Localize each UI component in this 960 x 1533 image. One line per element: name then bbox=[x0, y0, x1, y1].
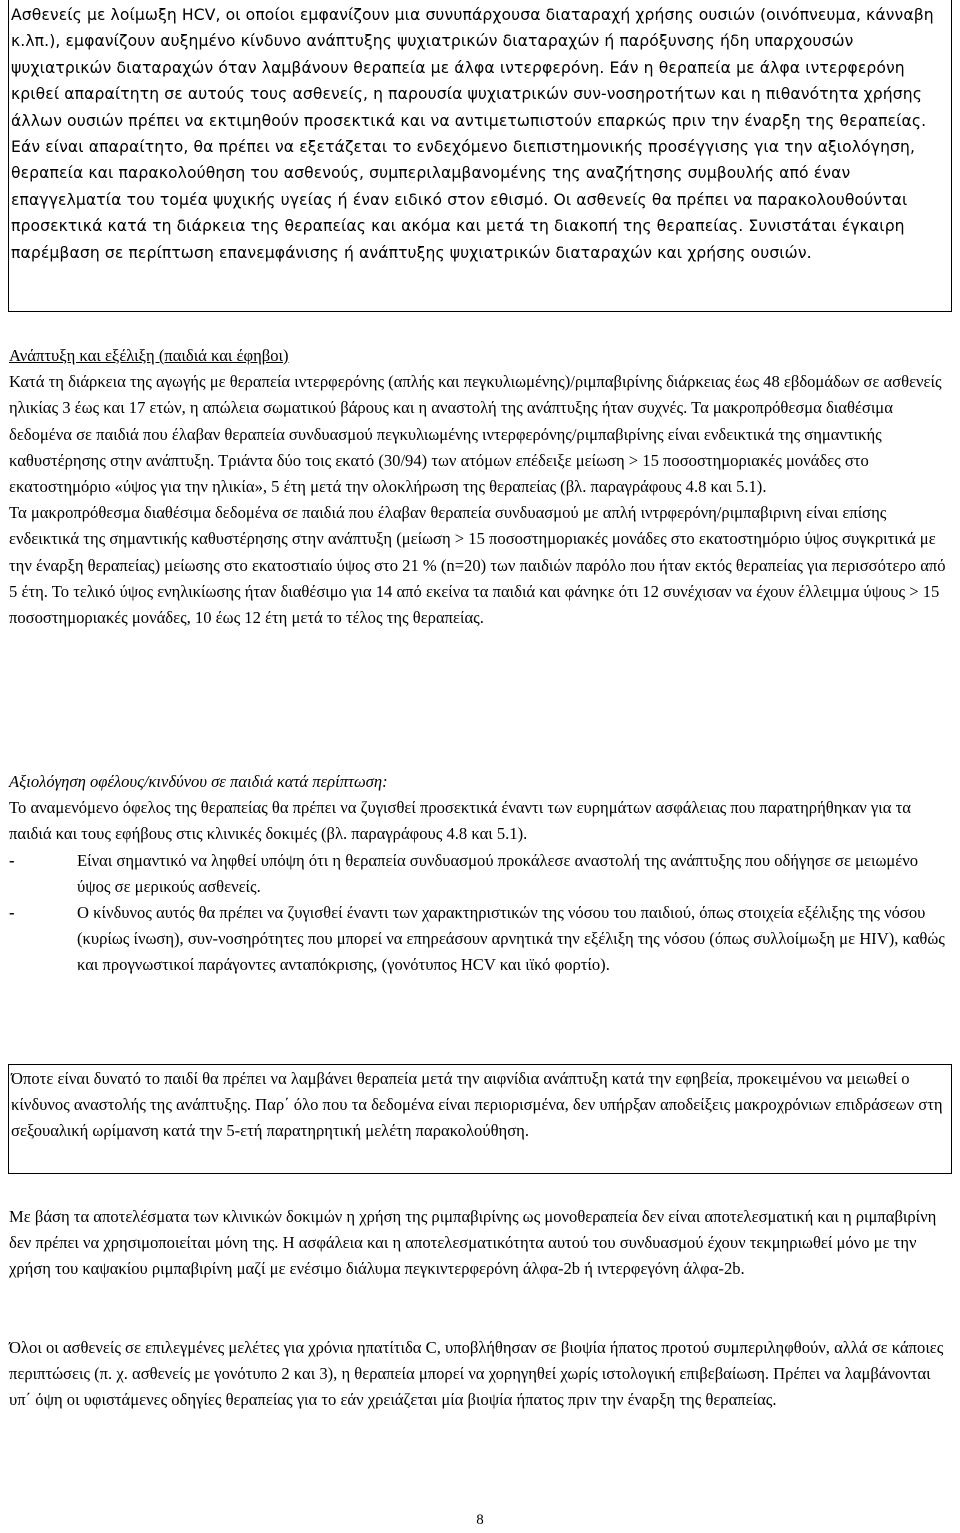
benefit-risk-bullet bbox=[9, 848, 954, 900]
benefit-risk-bullet bbox=[9, 900, 954, 979]
boxed-note-text: Όποτε είναι δυνατό το παιδί θα πρέπει να λαμβάνει θεραπεία μετά την αιφνίδια ανάπτυξη κατά την εφηβεία, προκειμένου να μειωθεί ο κίνδυνος αναστολής της ανάπτυξης. Παρ΄ όλο που τα δεδομένα είναι περιορισμένα, δεν υπήρξαν αποδείξεις μακροχρόνιων επιδράσεων στη σεξουαλική ωρίμανση κατά την 5-ετή παρατηρητική μελέτη παρακολούθηση. bbox=[11, 1069, 943, 1141]
bullet-text: Είναι σημαντικό να ληφθεί υπόψη ότι η θεραπεία συνδυασμού προκάλεσε αναστολή της ανάπτυξης που οδήγησε σε μειωμένο ύψος σε μερικούς ασθενείς. bbox=[77, 850, 919, 896]
biopsy-paragraph-text: Όλοι οι ασθενείς σε επιλεγμένες μελέτες για χρόνια ηπατίτιδα C, υποβλήθησαν σε βιοψία ήπατος προτού συμπεριληφθούν, αλλά σε κάποιες περιπτώσεις (π. χ. ασθενείς με γονότυπο 2 και 3), η θεραπεία μπορεί να χορηγηθεί χωρίς ιστολογική επιβεβαίωση. Πρέπει να λαμβάνονται υπ΄ όψη οι υφιστάμενες οδηγίες θεραπείας για το εάν χρειάζεται μία βιοψία ήπατος πριν την έναρξη της θεραπείας. bbox=[9, 1338, 944, 1410]
liver-biopsy-paragraph bbox=[9, 1335, 954, 1414]
growth-section bbox=[9, 343, 954, 631]
growth-paragraph-2: Τα μακροπρόθεσμα διαθέσιμα δεδομένα σε παιδιά που έλαβαν θεραπεία συνδυασμού με απλή ιντρφερόνη/ριμπαβιρινη είναι επίσης ενδεικτικά της σημαντικής καθυστέρησης στην ανάπτυξη (μείωση > 15 ποσοστημοριακές μονάδες στο εκατοστημόριο ύψος συγκριτικά με την έναρξη θεραπείας) μείωσης στο εκατοστιαίο ύψος στο 21 % (n=20) των παιδιών παρόλο που ήταν εκτός θεραπείας για περισσότερο από 5 έτη. Το τελικό ύψος ενηλικίωσης ήταν διαθέσιμο για 14 από εκείνα τα παιδιά και φάνηκε ότι 12 συνέχισαν να έχουν έλλειμμα ύψους > 15 ποσοστημοριακές μονάδες, 10 έως 12 έτη μετά το τέλος της θεραπείας. bbox=[9, 503, 946, 628]
bullet-marker: - bbox=[9, 903, 15, 923]
growth-section-heading: Ανάπτυξη και εξέλιξη (παιδιά και έφηβοι) bbox=[9, 346, 289, 365]
growth-paragraph-1: Κατά τη διάρκεια της αγωγής με θεραπεία ιντερφερόνης (απλής και πεγκυλιωμένης)/ριμπαβιρίνης διάρκειας έως 48 εβδομάδων σε ασθενείς ηλικίας 3 έως και 17 ετών, η απώλεια σωματικού βάρους και η αναστολή της ανάπτυξης ήταν συχνές. Τα μακροπρόθεσμα διαθέσιμα δεδομένα σε παιδιά που έλαβαν θεραπεία συνδυασμού πεγκυλιωμένης ιντερφερόνης/ριμπαβιρίνης είναι ενδεικτικά της σημαντικής καθυστέρησης στην ανάπτυξη. Τριάντα δύο τοις εκατό (30/94) των ατόμων επέδειξε μείωση > 15 ποσοστημοριακές μονάδες στο εκατοστημόριο «ύψος για την ηλικία», 5 έτη μετά την ολοκλήρωση της θεραπείας (βλ. παραγράφους 4.8 και 5.1). bbox=[9, 372, 942, 497]
bullet-marker: - bbox=[9, 850, 15, 870]
boxed-warning-substance-use bbox=[8, 0, 952, 312]
page-number: 8 bbox=[476, 1512, 484, 1528]
benefit-risk-paragraph: Το αναμενόμενο όφελος της θεραπείας θα πρέπει να ζυγισθεί προσεκτικά έναντι των ευρημάτων ασφάλειας που παρατηρήθηκαν για τα παιδιά και τους εφήβους στις κλινικές δοκιμές (βλ. παραγράφους 4.8 και 5.1). bbox=[9, 798, 911, 844]
ribavirin-monotherapy-paragraph bbox=[9, 1204, 954, 1283]
boxed-warning-text: Ασθενείς με λοίμωξη HCV, οι οποίοι εμφανίζουν μια συνυπάρχουσα διαταραχή χρήσης ουσιών (οινόπνευμα, κάνναβη κ.λπ.), εμφανίζουν αυξημένο κίνδυνο ανάπτυξης ψυχιατρικών διαταραχών ή παρόξυνσης ήδη υπαρχουσών ψυχιατρικών διαταραχών όταν λαμβάνουν θεραπεία με άλφα ιντερφερόνη. Εάν η θεραπεία με άλφα ιντερφερόνη κριθεί απαραίτητη σε αυτούς τους ασθενείς, η παρουσία ψυχιατρικών συν-νοσηροτήτων και η πιθανότητα χρήσης άλλων ουσιών πρέπει να εκτιμηθούν προσεκτικά και να αντιμετωπιστούν επαρκώς πριν την έναρξη της θεραπείας. Εάν είναι απαραίτητο, θα πρέπει να εξετάζεται το ενδεχόμενο διεπιστημονικής προσέγγισης για την αξιολόγηση, θεραπεία και παρακολούθηση του ασθενούς, συμπεριλαμβανομένης της αναζήτησης συμβουλής από έναν επαγγελματία του τομέα ψυχικής υγείας ή έναν ειδικό στον εθισμό. Οι ασθενείς θα πρέπει να παρακολουθούνται προσεκτικά κατά τη διάρκεια της θεραπείας και ακόμα και μετά τη διακοπή της θεραπείας. Συνιστάται έγκαιρη παρέμβαση σε περίπτωση επανεμφάνισης ή ανάπτυξης ψυχιατρικών διαταραχών και χρήσης ουσιών. bbox=[11, 6, 934, 262]
ribavirin-paragraph-text: Με βάση τα αποτελέσματα των κλινικών δοκιμών η χρήση της ριμπαβιρίνης ως μονοθεραπεία δεν είναι αποτελεσματική και η ριμπαβιρίνη δεν πρέπει να χρησιμοποιείται μόνη της. Η ασφάλεια και η αποτελεσματικότητα αυτού του συνδυασμού έχουν τεκμηριωθεί μόνο με την χρήση του καψακίου ριμπαβιρίνη μαζί με ενέσιμο διάλυμα πεγκιντερφερόνη άλφα-2b ή ιντερφεγόνη άλφα-2b. bbox=[9, 1207, 937, 1279]
bullet-text: Ο κίνδυνος αυτός θα πρέπει να ζυγισθεί έναντι των χαρακτηριστικών της νόσου του παιδιού, όπως στοιχεία εξέλιξης της νόσου (κυρίως ίνωση), συν-νοσηρότητες που μπορεί να επηρεάσουν αρνητικά την εξέλιξη της νόσου (όπως συλλοίμωξη με HIV), καθώς και προγνωστικοί παράγοντες ανταπόκρισης, (γονότυπος HCV και ιϊκό φορτίο). bbox=[77, 903, 945, 975]
benefit-risk-heading: Αξιολόγηση οφέλους/κινδύνου σε παιδιά κατά περίπτωση: bbox=[9, 772, 388, 791]
benefit-risk-section bbox=[9, 769, 954, 979]
boxed-note-puberty bbox=[8, 1064, 952, 1174]
